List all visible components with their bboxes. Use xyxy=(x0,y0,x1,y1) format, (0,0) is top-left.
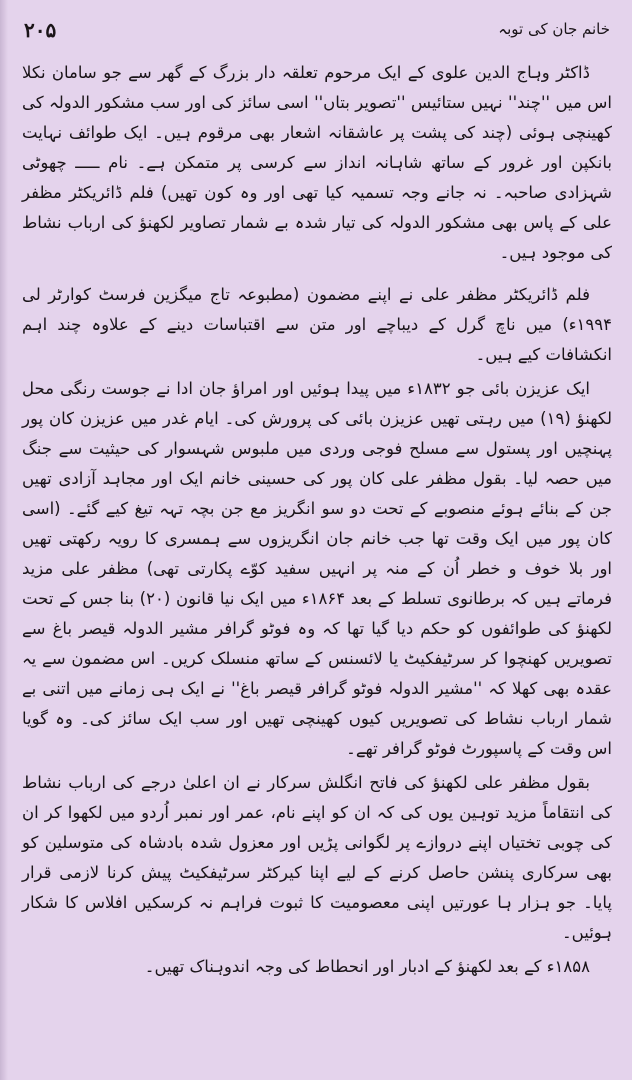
paragraph: فلم ڈائریکٹر مظفر علی نے اپنے مضمون (مطبوعہ تاج میگزین فرسٹ کوارٹر لی ۱۹۹۴ء) میں ناچ گرل کے دیباچے اور متن سے اقتباسات دینے کے علاوہ چند اہم انکشافات کیے ہیں۔ xyxy=(22,285,612,364)
page-number: ۲۰۵ xyxy=(24,18,57,42)
page-edge xyxy=(0,0,8,1080)
paragraph: ڈاکٹر وہاج الدین علوی کے ایک مرحوم تعلقہ دار بزرگ کے گھر سے جو سامان نکلا اس میں ''چند'' نہیں ستائیس ''تصویر بتاں'' اسی سائز کی اور سب مشکور الدولہ کی کھینچی ہوئی (چند کی پشت پر عاشقانہ اشعار بھی مرقوم ہیں۔ ایک طوائف نہایت بانکپن اور غرور کے ساتھ شاہانہ انداز سے کرسی پر متمکن ہے۔ نام ـــــ چھوٹی شہزادی صاحبہ۔ نہ جانے وجہ تسمیہ کیا تھی اور وہ کون تھیں) فلم ڈائریکٹر مظفر علی کے پاس بھی مشکور الدولہ کی تیار شدہ بے شمار تصاویر لکھنؤ کی ارباب نشاط کی موجود ہیں۔ xyxy=(22,63,612,262)
page-header xyxy=(24,18,610,48)
paragraph: ۱۸۵۸ء کے بعد لکھنؤ کے ادبار اور انحطاط کی وجہ اندوہناک تھیں۔ xyxy=(144,957,590,976)
paragraph: ایک عزیزن بائی جو ۱۸۳۲ء میں پیدا ہوئیں اور امراؤ جان ادا نے جوست رنگی محل لکھنؤ (۱۹) میں رہتی تھیں عزیزن بائی کی پرورش کی۔ ایام غدر میں عزیزن کان پور پہنچیں اور پستول سے مسلح فوجی وردی میں ملبوس شہسوار کی حیثیت سے جنگ میں حصہ لیا۔ بقول مظفر علی کان پور کی حسینی خانم ایک اور مجاہد آزادی تھیں جن کے بنائے ہوئے منصوبے کے تحت دو سو انگریز مع جن بچہ تہہ تیغ کیے گئے۔ (اسی کان پور میں ایک وقت تھا جب خانم جان انگریزوں سے ہمسری کا رویہ رکھتی تھیں اور بلا خوف و خطر اُن کے منہ پر انہیں سفید کوّے پکارتی تھی) مظفر علی مزید فرماتے ہیں کہ برطانوی تسلط کے بعد ۱۸۶۴ء میں ایک نیا قانون (۲۰) بنا جس کے تحت لکھنؤ کی طوائفوں کو حکم دیا گیا تھا کہ وہ فوٹو گرافر مشیر الدولہ قیصر باغ سے تصویریں کھنچوا کر سرٹیفکیٹ یا لائسنس کے ساتھ منسلک کریں۔ اس مضمون سے یہ عقدہ بھی کھلا کہ ''مشیر الدولہ فوٹو گرافر قیصر باغ'' نے ایک ہی زمانے میں اتنی بے شمار ارباب نشاط کی تصویریں کیوں کھینچی تھیں اور سب ایک سائز کی۔ وہ گویا اس وقت کے پاسپورٹ فوٹو گرافر تھے۔ xyxy=(22,379,612,758)
body-text xyxy=(22,58,612,986)
running-title: خانم جان کی توبہ xyxy=(498,20,610,38)
paragraph: بقول مظفر علی لکھنؤ کی فاتح انگلش سرکار نے ان اعلیٰ درجے کی ارباب نشاط کی انتقاماً مزید توہین یوں کی کہ ان کو اپنے نام، عمر اور نمبر اُردو میں لکھوا کر ان کی چوبی تختیاں اپنے دروازے پر لگوانی پڑیں اور معزول شدہ بادشاہ کی متوسلین کو بھی سرکاری پنشن حاصل کرنے کے لیے اپنا کیرکٹر سرٹیفکیٹ پیش کرنا لازمی قرار پایا۔ جو ہزار ہا عورتیں اپنی معصومیت کا ثبوت فراہم نہ کرسکیں افلاس کا شکار ہوئیں۔ xyxy=(22,773,612,942)
